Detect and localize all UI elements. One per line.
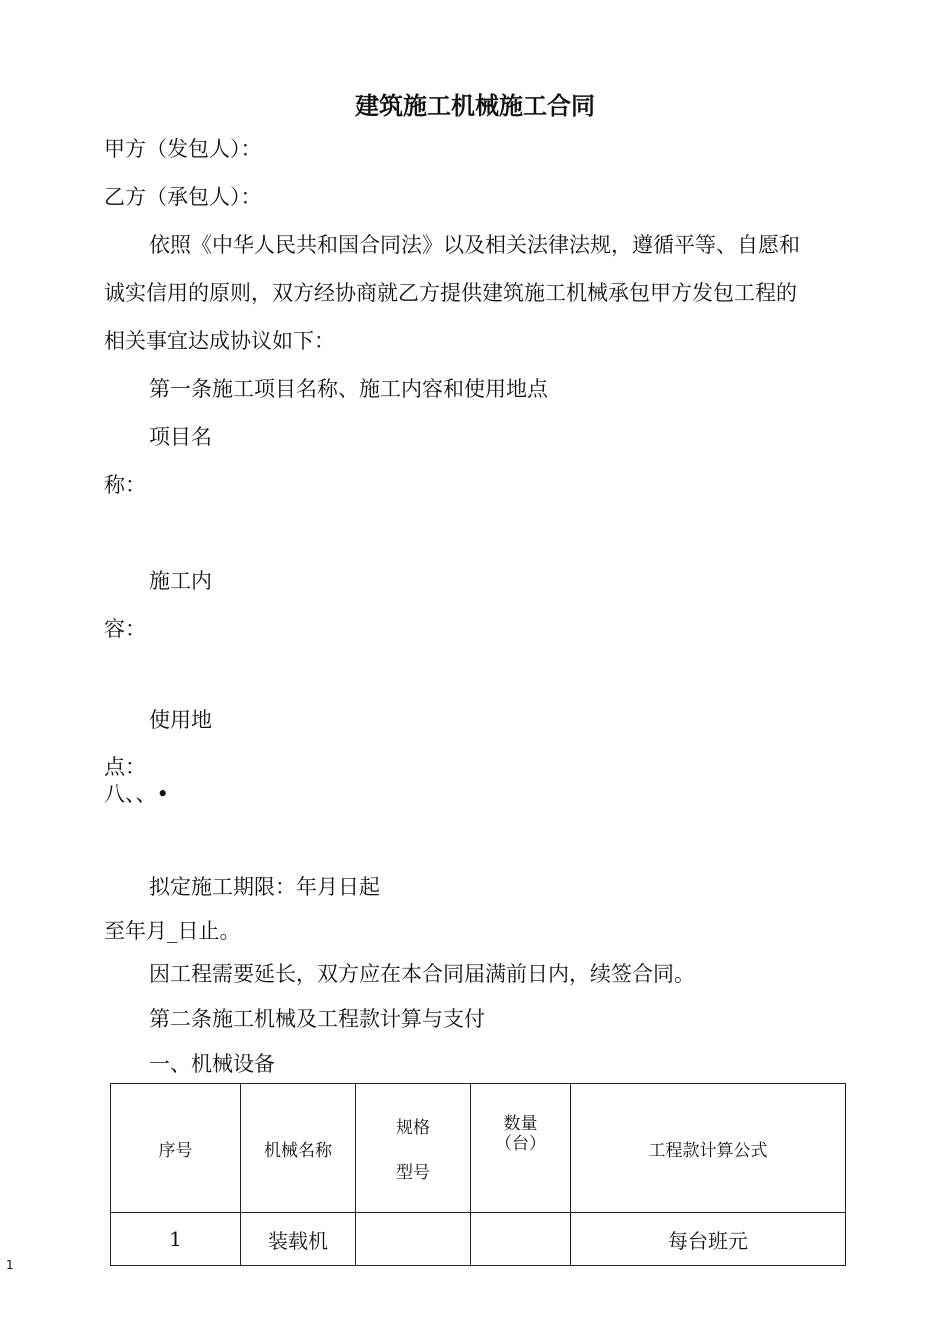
equipment-table	[110, 1083, 846, 1266]
cell-seq: 1	[111, 1213, 241, 1266]
table-header-row	[111, 1084, 846, 1213]
page-number: 1	[6, 1258, 14, 1272]
location-label: 使用地	[149, 708, 212, 732]
header-seq: 序号	[111, 1084, 241, 1213]
party-a-line: 甲方（发包人）：	[104, 137, 262, 161]
cell-spec	[356, 1213, 471, 1266]
header-spec-line-2: 型号	[396, 1163, 430, 1183]
header-formula: 工程款计算公式	[571, 1084, 846, 1213]
extension-clause: 因工程需要延长，双方应在本合同届满前日内，续签合同。	[149, 962, 695, 986]
table-row	[111, 1213, 846, 1266]
article-2-heading: 第二条施工机械及工程款计算与支付	[149, 1007, 485, 1031]
intro-line-2: 诚实信用的原则，双方经协商就乙方提供建筑施工机械承包甲方发包工程的	[104, 281, 797, 305]
cell-qty	[471, 1213, 571, 1266]
intro-line-1: 依照《中华人民共和国合同法》以及相关法律法规，遵循平等、自愿和	[149, 233, 800, 257]
project-name-label: 项目名	[149, 425, 212, 449]
cell-formula: 每台班元	[571, 1213, 846, 1266]
location-label-cont: 点：	[104, 755, 146, 779]
document-title: 建筑施工机械施工合同	[355, 92, 595, 120]
header-spec-line-1: 规格	[396, 1118, 430, 1138]
intro-line-3: 相关事宜达成协议如下：	[104, 329, 335, 353]
cell-machine-name: 装载机	[241, 1213, 356, 1266]
article-1-heading: 第一条施工项目名称、施工内容和使用地点	[149, 377, 548, 401]
header-qty	[471, 1084, 571, 1213]
header-spec	[356, 1084, 471, 1213]
period-line-1: 拟定施工期限：年月日起	[149, 875, 380, 899]
period-line-2: 至年月_日止。	[104, 919, 241, 943]
header-machine-name: 机械名称	[241, 1084, 356, 1213]
content-label-cont: 容：	[104, 617, 146, 641]
stray-marks: 八、、•	[104, 782, 169, 806]
header-qty-line-1: 数量	[503, 1114, 538, 1134]
party-b-line: 乙方（承包人）：	[104, 185, 262, 209]
header-qty-line-2: （台）	[495, 1134, 546, 1154]
section-1-heading: 一、机械设备	[149, 1052, 275, 1076]
project-name-label-cont: 称：	[104, 473, 146, 497]
content-label: 施工内	[149, 569, 212, 593]
